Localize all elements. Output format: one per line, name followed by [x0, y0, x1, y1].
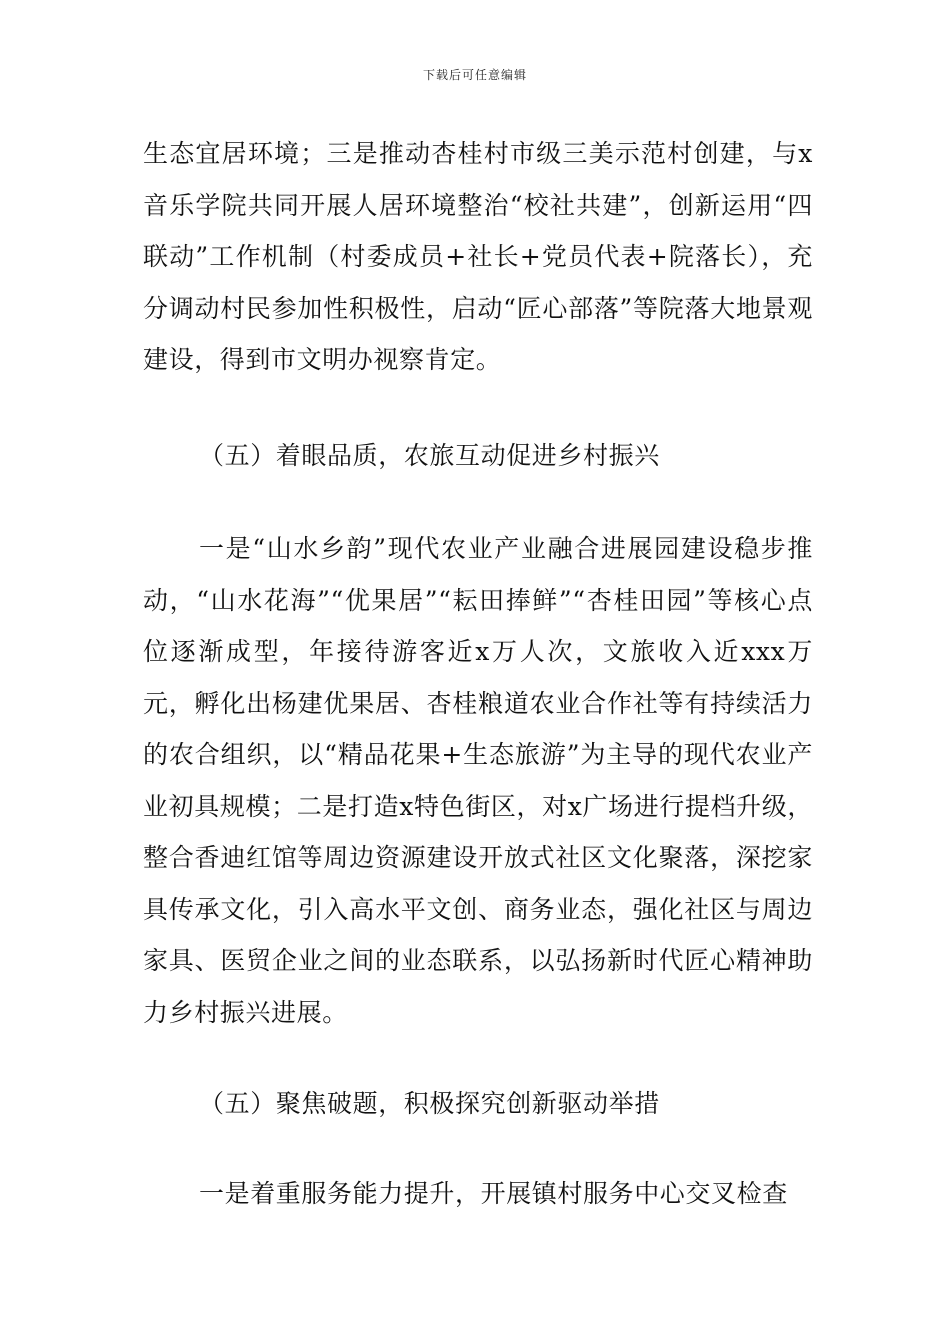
spacer [143, 386, 813, 430]
section-heading-2: （五）聚焦破题，积极探究创新驱动举措 [199, 1089, 660, 1118]
paragraph-2: 一是“山水乡韵”现代农业产业融合进展园建设稳步推动，“山水花海”“优果居”“耘田捧鲜”“杏桂田园”等核心点位逐渐成型，年接待游客近x万人次，文旅收入近xxx万元，孵化出杨建优果居、杏桂粮道农业合作社等有持续活力的农合组织，以“精品花果+生态旅游”为主导的现代农业产业初具规模；二是打造x特色街区，对x广场进行提档升级，整合香迪红馆等周边资源建设开放式社区文化聚落，深挖家具传承文化，引入高水平文创、商务业态，强化社区与周边家具、医贸企业之间的业态联系，以弘扬新时代匠心精神助力乡村振兴进展。 [143, 534, 813, 1027]
document-body [143, 128, 813, 1219]
paragraph-3: 一是着重服务能力提升，开展镇村服务中心交叉检查 [199, 1178, 788, 1208]
spacer [143, 481, 813, 523]
paragraph-1: 生态宜居环境；三是推动杏桂村市级三美示范村创建，与x音乐学院共同开展人居环境整治“校社共建”，创新运用“四联动”工作机制（村委成员+社长+党员代表+院落长），充分调动村民参加性积极性，启动“匠心部落”等院落大地景观建设，得到市文明办视察肯定。 [143, 139, 813, 374]
header-note: 下载后可任意编辑 [422, 68, 527, 82]
spacer [143, 1038, 813, 1078]
spacer [143, 1130, 813, 1168]
section-heading-1: （五）着眼品质，农旅互动促进乡村振兴 [199, 440, 660, 470]
